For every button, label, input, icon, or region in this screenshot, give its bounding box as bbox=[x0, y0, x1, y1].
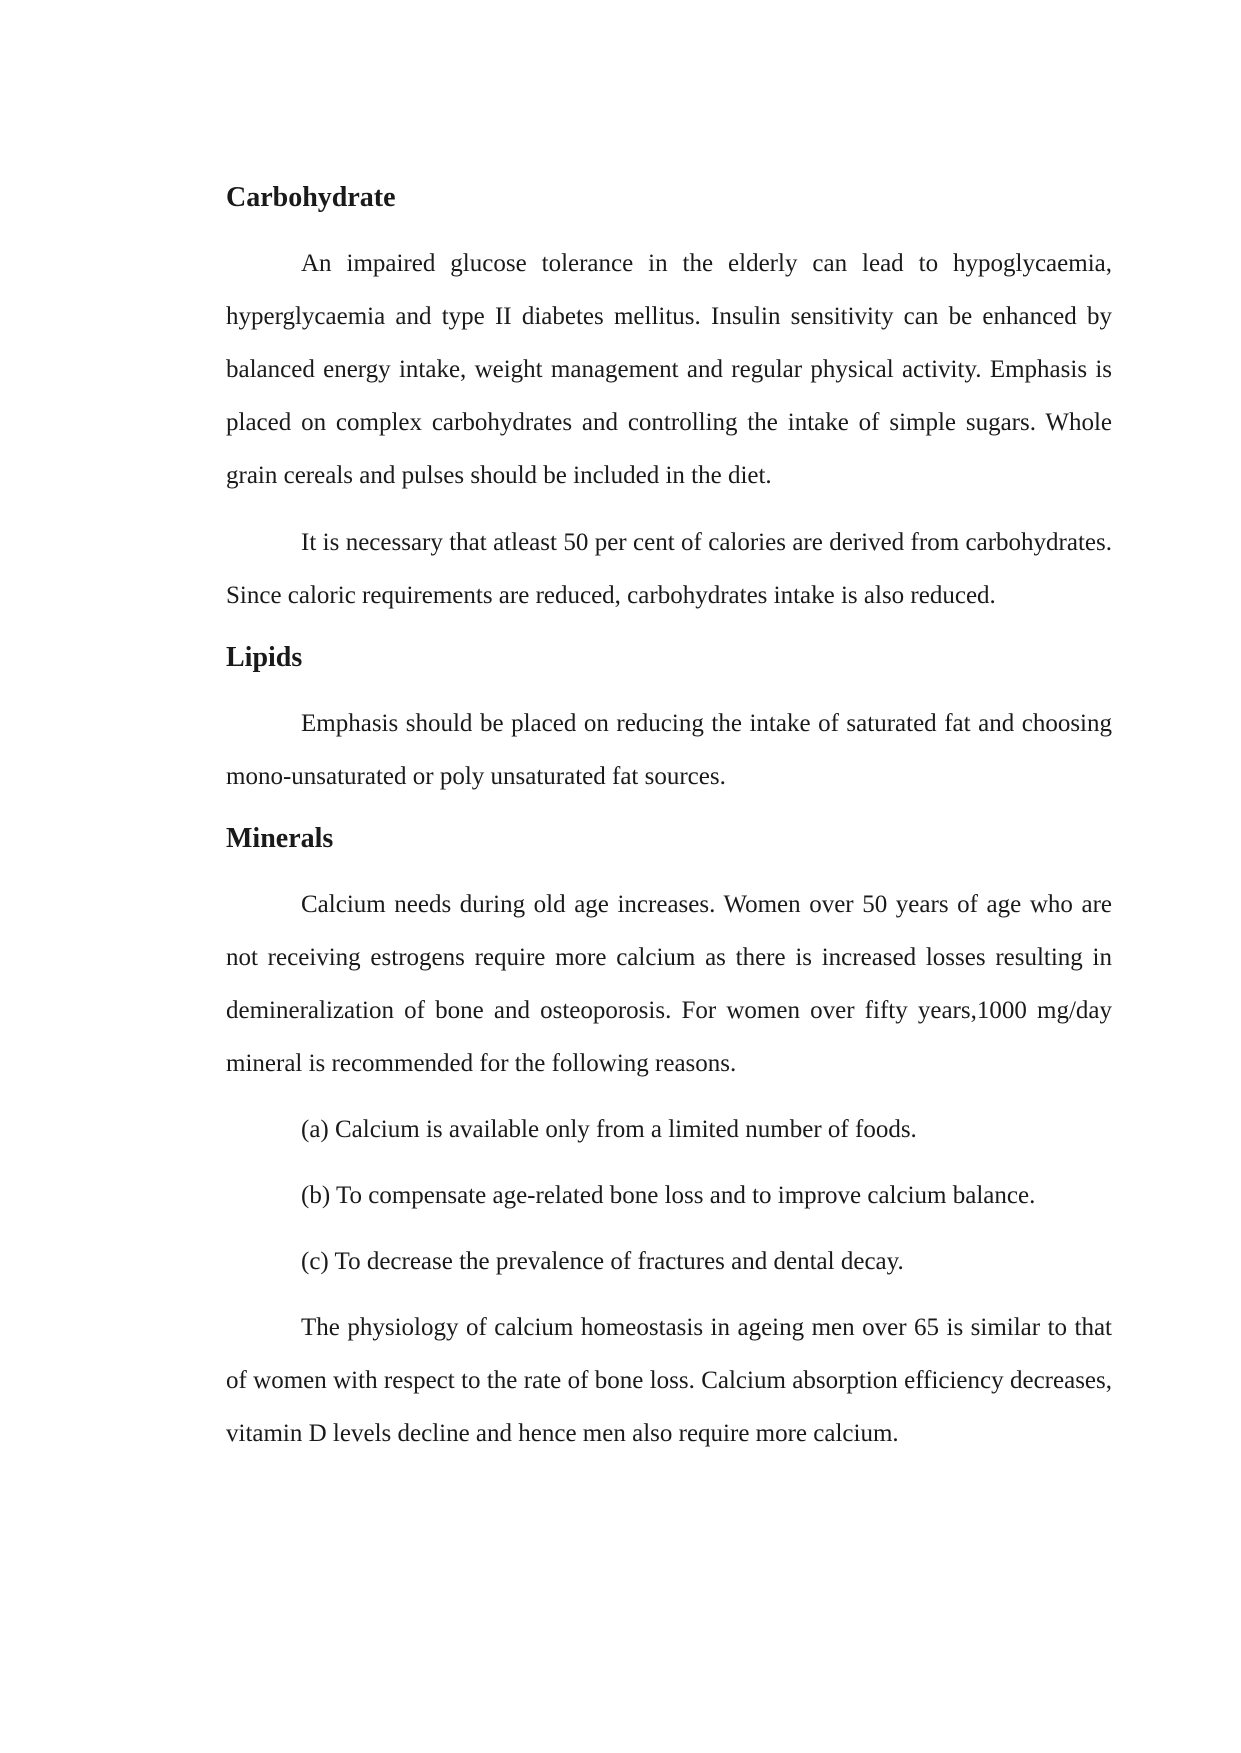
minerals-heading: Minerals bbox=[226, 823, 334, 854]
carbohydrate-heading: Carbohydrate bbox=[226, 182, 396, 213]
document-page bbox=[226, 178, 1112, 1460]
lipids-paragraph: Emphasis should be placed on reducing the intake of saturated fat and choosing mono-unsaturated or poly unsaturated fat sources. bbox=[226, 710, 1112, 790]
minerals-paragraph-1: Calcium needs during old age increases. Women over 50 years of age who are not receiving estrogens require more calcium as there is increased losses resulting in demineralization of bone and osteoporosis. For women over fifty years,1000 mg/day mineral is recommended for the following reasons. bbox=[226, 891, 1112, 1077]
list-item: (a) Calcium is available only from a limited number of foods. bbox=[301, 1116, 917, 1143]
carbohydrate-paragraph-2: It is necessary that atleast 50 per cent of calories are derived from carbohydrates. Since caloric requirements are reduced, carbohydrates intake is also reduced. bbox=[226, 529, 1112, 609]
list-item: (b) To compensate age-related bone loss and to improve calcium balance. bbox=[301, 1182, 1036, 1209]
lipids-heading: Lipids bbox=[226, 642, 303, 673]
list-item: (c) To decrease the prevalence of fractures and dental decay. bbox=[301, 1248, 904, 1275]
minerals-paragraph-2: The physiology of calcium homeostasis in ageing men over 65 is similar to that of women with respect to the rate of bone loss. Calcium absorption efficiency decreases, vitamin D levels decline and hence men also require more calcium. bbox=[226, 1314, 1112, 1447]
carbohydrate-paragraph-1: An impaired glucose tolerance in the elderly can lead to hypoglycaemia, hyperglycaemia and type II diabetes mellitus. Insulin sensitivity can be enhanced by balanced energy intake, weight management and regular physical activity. Emphasis is placed on complex carbohydrates and controlling the intake of simple sugars. Whole grain cereals and pulses should be included in the diet. bbox=[226, 250, 1112, 489]
